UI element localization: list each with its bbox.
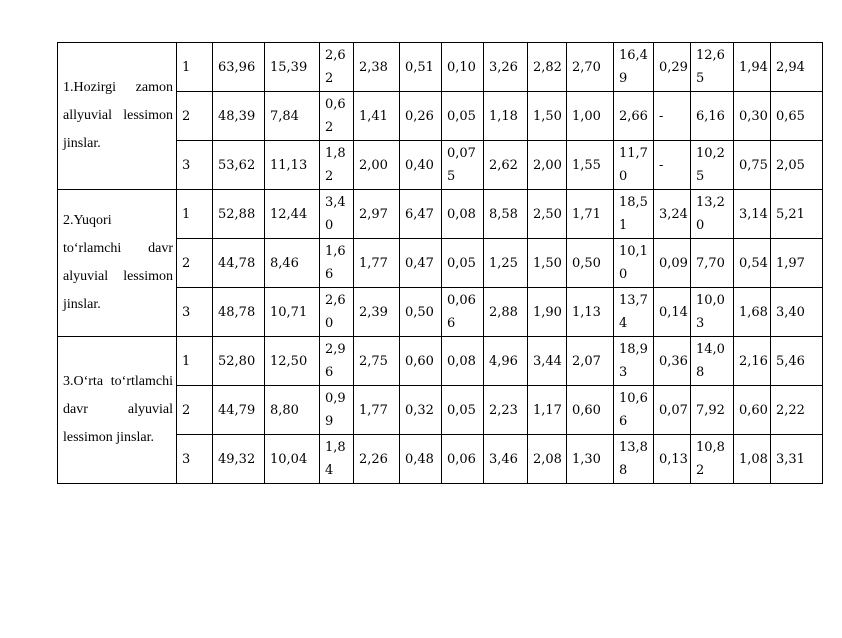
value-cell: 0,62 bbox=[320, 92, 354, 141]
value-cell: 2,08 bbox=[528, 435, 567, 484]
value-cell: 10,82 bbox=[691, 435, 734, 484]
value-cell: 0,99 bbox=[320, 386, 354, 435]
row-number-cell: 2 bbox=[177, 386, 213, 435]
value-cell: 16,49 bbox=[614, 43, 654, 92]
row-number-cell: 3 bbox=[177, 435, 213, 484]
value-cell: 1,94 bbox=[734, 43, 771, 92]
value-cell: 2,22 bbox=[771, 386, 823, 435]
value-cell: 1,77 bbox=[354, 239, 400, 288]
value-cell: 8,58 bbox=[484, 190, 528, 239]
value-cell: 2,96 bbox=[320, 337, 354, 386]
value-cell: 0,08 bbox=[442, 337, 484, 386]
value-cell: 48,39 bbox=[213, 92, 265, 141]
value-cell: 6,16 bbox=[691, 92, 734, 141]
value-cell: 1,41 bbox=[354, 92, 400, 141]
value-cell: 2,97 bbox=[354, 190, 400, 239]
value-cell: 48,78 bbox=[213, 288, 265, 337]
value-cell: 10,71 bbox=[265, 288, 320, 337]
value-cell: 1,50 bbox=[528, 92, 567, 141]
value-cell: 2,07 bbox=[567, 337, 614, 386]
value-cell: 2,16 bbox=[734, 337, 771, 386]
value-cell: 10,66 bbox=[614, 386, 654, 435]
value-cell: 2,26 bbox=[354, 435, 400, 484]
value-cell: 0,05 bbox=[442, 386, 484, 435]
data-table bbox=[57, 42, 823, 484]
value-cell: 1,66 bbox=[320, 239, 354, 288]
value-cell: 1,18 bbox=[484, 92, 528, 141]
value-cell: 1,25 bbox=[484, 239, 528, 288]
value-cell: 0,09 bbox=[654, 239, 691, 288]
row-number-cell: 3 bbox=[177, 288, 213, 337]
value-cell: 0,075 bbox=[442, 141, 484, 190]
value-cell: 0,50 bbox=[400, 288, 442, 337]
value-cell: 7,92 bbox=[691, 386, 734, 435]
value-cell: 0,40 bbox=[400, 141, 442, 190]
value-cell: 0,07 bbox=[654, 386, 691, 435]
value-cell: 44,78 bbox=[213, 239, 265, 288]
value-cell: 1,55 bbox=[567, 141, 614, 190]
value-cell: 13,20 bbox=[691, 190, 734, 239]
value-cell: 2,50 bbox=[528, 190, 567, 239]
value-cell: 1,17 bbox=[528, 386, 567, 435]
value-cell: 8,46 bbox=[265, 239, 320, 288]
value-cell: 0,60 bbox=[567, 386, 614, 435]
value-cell: 14,08 bbox=[691, 337, 734, 386]
value-cell: 1,97 bbox=[771, 239, 823, 288]
value-cell: 12,50 bbox=[265, 337, 320, 386]
value-cell: 2,05 bbox=[771, 141, 823, 190]
value-cell: 13,74 bbox=[614, 288, 654, 337]
value-cell: 0,51 bbox=[400, 43, 442, 92]
value-cell: 63,96 bbox=[213, 43, 265, 92]
value-cell: 18,51 bbox=[614, 190, 654, 239]
value-cell: 49,32 bbox=[213, 435, 265, 484]
value-cell: 0,54 bbox=[734, 239, 771, 288]
value-cell: 0,30 bbox=[734, 92, 771, 141]
row-number-cell: 2 bbox=[177, 92, 213, 141]
value-cell: 8,80 bbox=[265, 386, 320, 435]
value-cell: 2,00 bbox=[354, 141, 400, 190]
value-cell: 1,77 bbox=[354, 386, 400, 435]
value-cell: 4,96 bbox=[484, 337, 528, 386]
value-cell: 0,26 bbox=[400, 92, 442, 141]
value-cell: 1,08 bbox=[734, 435, 771, 484]
group-label: 3.Oʻrta toʻrtlamchi davr alyuvial lessimon jinslar. bbox=[58, 337, 177, 484]
value-cell: - bbox=[654, 141, 691, 190]
value-cell: 1,68 bbox=[734, 288, 771, 337]
value-cell: 2,00 bbox=[528, 141, 567, 190]
value-cell: 18,93 bbox=[614, 337, 654, 386]
value-cell: - bbox=[654, 92, 691, 141]
value-cell: 1,00 bbox=[567, 92, 614, 141]
value-cell: 10,25 bbox=[691, 141, 734, 190]
value-cell: 1,30 bbox=[567, 435, 614, 484]
value-cell: 3,24 bbox=[654, 190, 691, 239]
value-cell: 2,94 bbox=[771, 43, 823, 92]
row-number-cell: 2 bbox=[177, 239, 213, 288]
row-number-cell: 1 bbox=[177, 43, 213, 92]
value-cell: 0,47 bbox=[400, 239, 442, 288]
value-cell: 10,03 bbox=[691, 288, 734, 337]
value-cell: 1,71 bbox=[567, 190, 614, 239]
group-label: 1.Hozirgi zamon allyuvial lessimon jinslar. bbox=[58, 43, 177, 190]
group-label: 2.Yuqori toʻrlamchi davr alyuvial lessimon jinslar. bbox=[58, 190, 177, 337]
value-cell: 12,44 bbox=[265, 190, 320, 239]
value-cell: 53,62 bbox=[213, 141, 265, 190]
value-cell: 1,82 bbox=[320, 141, 354, 190]
value-cell: 15,39 bbox=[265, 43, 320, 92]
document-page bbox=[0, 42, 842, 638]
value-cell: 44,79 bbox=[213, 386, 265, 435]
value-cell: 5,46 bbox=[771, 337, 823, 386]
value-cell: 1,13 bbox=[567, 288, 614, 337]
value-cell: 13,88 bbox=[614, 435, 654, 484]
table-row bbox=[58, 190, 823, 239]
value-cell: 3,31 bbox=[771, 435, 823, 484]
value-cell: 0,60 bbox=[734, 386, 771, 435]
row-number-cell: 3 bbox=[177, 141, 213, 190]
value-cell: 2,70 bbox=[567, 43, 614, 92]
value-cell: 1,50 bbox=[528, 239, 567, 288]
value-cell: 2,39 bbox=[354, 288, 400, 337]
value-cell: 1,84 bbox=[320, 435, 354, 484]
value-cell: 0,10 bbox=[442, 43, 484, 92]
value-cell: 0,05 bbox=[442, 92, 484, 141]
value-cell: 1,90 bbox=[528, 288, 567, 337]
table-row bbox=[58, 43, 823, 92]
value-cell: 7,70 bbox=[691, 239, 734, 288]
value-cell: 10,10 bbox=[614, 239, 654, 288]
table-body bbox=[58, 43, 823, 484]
value-cell: 0,13 bbox=[654, 435, 691, 484]
value-cell: 0,48 bbox=[400, 435, 442, 484]
value-cell: 3,46 bbox=[484, 435, 528, 484]
value-cell: 3,40 bbox=[320, 190, 354, 239]
value-cell: 0,29 bbox=[654, 43, 691, 92]
value-cell: 0,06 bbox=[442, 435, 484, 484]
value-cell: 11,13 bbox=[265, 141, 320, 190]
value-cell: 2,88 bbox=[484, 288, 528, 337]
value-cell: 0,75 bbox=[734, 141, 771, 190]
value-cell: 3,40 bbox=[771, 288, 823, 337]
value-cell: 2,60 bbox=[320, 288, 354, 337]
value-cell: 3,14 bbox=[734, 190, 771, 239]
table-row bbox=[58, 337, 823, 386]
value-cell: 0,05 bbox=[442, 239, 484, 288]
value-cell: 6,47 bbox=[400, 190, 442, 239]
value-cell: 0,32 bbox=[400, 386, 442, 435]
value-cell: 2,38 bbox=[354, 43, 400, 92]
value-cell: 0,08 bbox=[442, 190, 484, 239]
value-cell: 10,04 bbox=[265, 435, 320, 484]
value-cell: 2,75 bbox=[354, 337, 400, 386]
value-cell: 52,88 bbox=[213, 190, 265, 239]
row-number-cell: 1 bbox=[177, 190, 213, 239]
value-cell: 0,50 bbox=[567, 239, 614, 288]
value-cell: 0,60 bbox=[400, 337, 442, 386]
value-cell: 2,82 bbox=[528, 43, 567, 92]
value-cell: 2,62 bbox=[320, 43, 354, 92]
value-cell: 0,14 bbox=[654, 288, 691, 337]
value-cell: 52,80 bbox=[213, 337, 265, 386]
value-cell: 2,23 bbox=[484, 386, 528, 435]
value-cell: 3,26 bbox=[484, 43, 528, 92]
value-cell: 0,65 bbox=[771, 92, 823, 141]
value-cell: 2,62 bbox=[484, 141, 528, 190]
value-cell: 11,70 bbox=[614, 141, 654, 190]
value-cell: 7,84 bbox=[265, 92, 320, 141]
value-cell: 2,66 bbox=[614, 92, 654, 141]
value-cell: 5,21 bbox=[771, 190, 823, 239]
row-number-cell: 1 bbox=[177, 337, 213, 386]
value-cell: 0,066 bbox=[442, 288, 484, 337]
value-cell: 0,36 bbox=[654, 337, 691, 386]
value-cell: 12,65 bbox=[691, 43, 734, 92]
value-cell: 3,44 bbox=[528, 337, 567, 386]
